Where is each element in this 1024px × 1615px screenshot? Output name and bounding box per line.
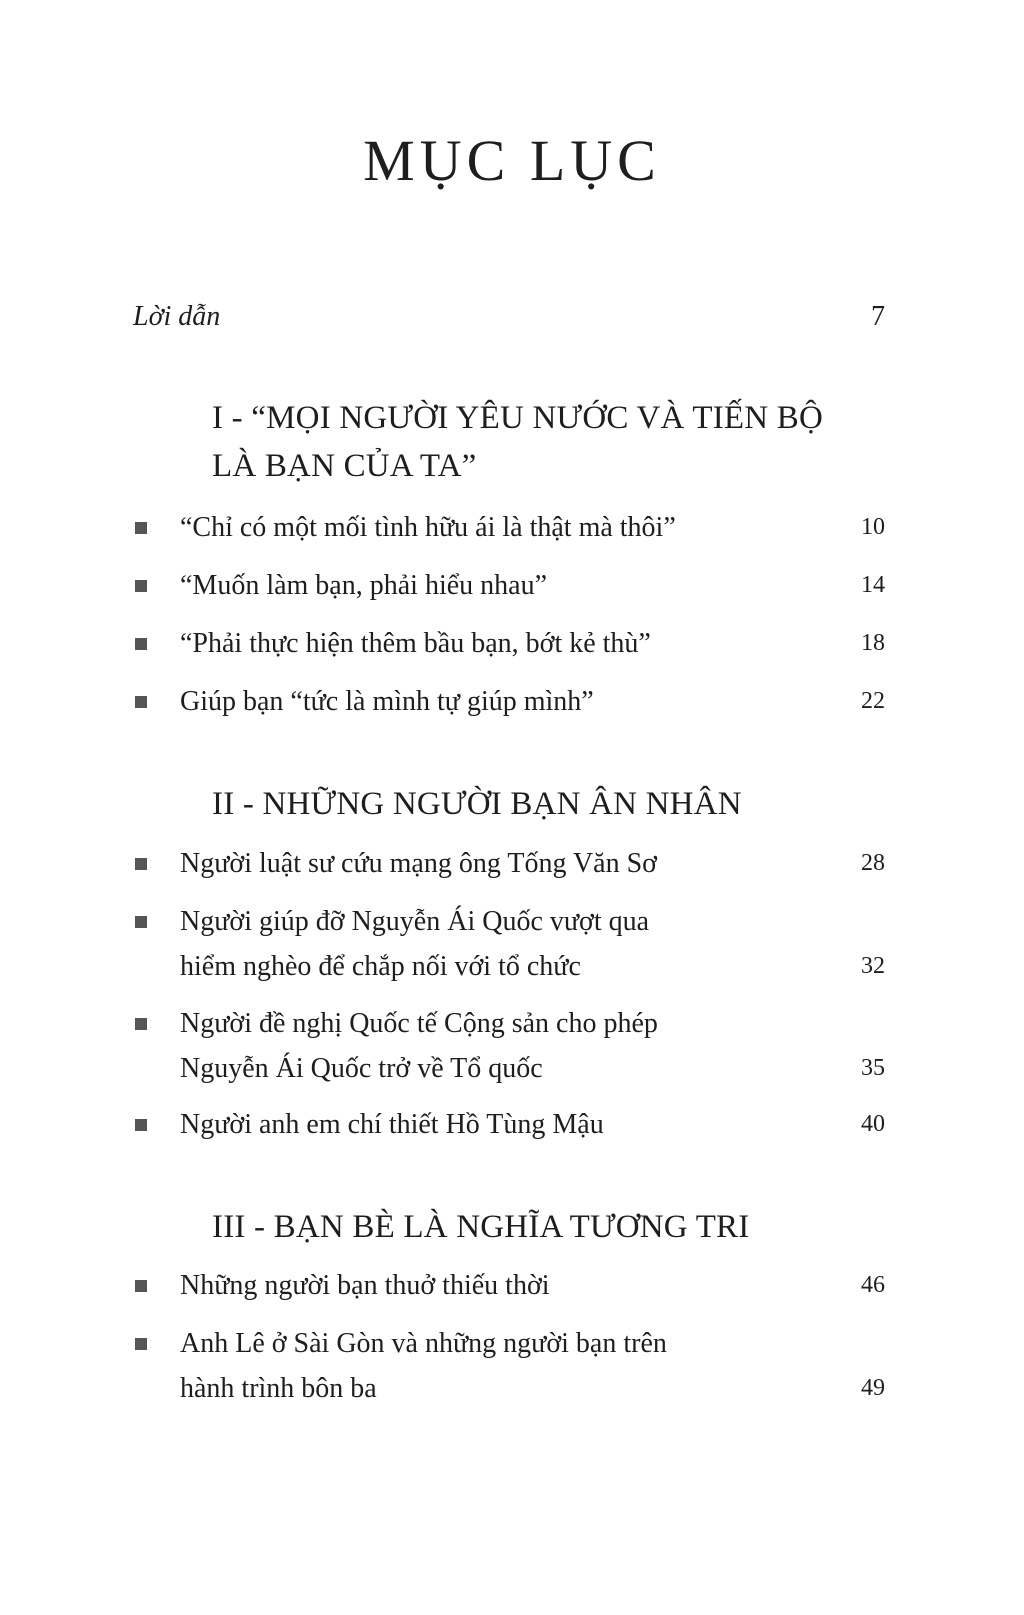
section-heading-line: III - BẠN BÈ LÀ NGHĨA TƯƠNG TRI <box>212 1209 750 1245</box>
page-number: 32 <box>861 953 885 979</box>
section-heading-line: I - “MỌI NGƯỜI YÊU NƯỚC VÀ TIẾN BỘ <box>212 400 823 436</box>
toc-entry-intro[interactable] <box>133 300 885 334</box>
toc-entry[interactable] <box>133 1321 885 1411</box>
toc-entry-line: Nguyễn Ái Quốc trở về Tổ quốc <box>180 1053 543 1084</box>
page-number: 40 <box>861 1111 885 1137</box>
toc-entry-title: “Chỉ có một mối tình hữu ái là thật mà thôi” <box>180 512 676 543</box>
section-heading-2 <box>212 780 832 828</box>
page-title: MỤC LỤC <box>363 128 661 193</box>
section-heading-1 <box>212 394 832 490</box>
toc-entry-line: hiểm nghèo để chắp nối với tổ chức <box>180 951 581 982</box>
page-number: 7 <box>871 301 885 332</box>
toc-entry[interactable] <box>133 563 885 608</box>
page-number: 28 <box>861 850 885 876</box>
toc-entry-line: Anh Lê ở Sài Gòn và những người bạn trên <box>180 1328 667 1359</box>
page-number: 35 <box>861 1055 885 1081</box>
toc-entry[interactable] <box>133 1102 885 1147</box>
square-bullet-icon <box>135 1119 147 1131</box>
section-heading-line: LÀ BẠN CỦA TA” <box>212 448 477 484</box>
toc-entry-title <box>180 899 800 989</box>
toc-entry-title <box>180 1321 800 1411</box>
toc-entry-line: Người giúp đỡ Nguyễn Ái Quốc vượt qua <box>180 906 650 937</box>
square-bullet-icon <box>135 1280 147 1292</box>
square-bullet-icon <box>135 858 147 870</box>
toc-entry[interactable] <box>133 621 885 666</box>
toc-entry-title: Giúp bạn “tức là mình tự giúp mình” <box>180 686 594 717</box>
square-bullet-icon <box>135 1018 147 1030</box>
toc-entry-title: “Phải thực hiện thêm bầu bạn, bớt kẻ thù” <box>180 628 651 659</box>
toc-entry-title: Người anh em chí thiết Hồ Tùng Mậu <box>180 1109 604 1140</box>
square-bullet-icon <box>135 522 147 534</box>
toc-entry-line: hành trình bôn ba <box>180 1373 377 1404</box>
page-number: 10 <box>861 514 885 540</box>
square-bullet-icon <box>135 1338 147 1350</box>
page-number: 22 <box>861 688 885 714</box>
page-number: 18 <box>861 630 885 656</box>
toc-entry-title: “Muốn làm bạn, phải hiểu nhau” <box>180 570 548 601</box>
toc-entry[interactable] <box>133 841 885 886</box>
toc-entry-title: Những người bạn thuở thiếu thời <box>180 1270 550 1301</box>
page-number: 46 <box>861 1272 885 1298</box>
square-bullet-icon <box>135 638 147 650</box>
toc-entry-title: Người luật sư cứu mạng ông Tống Văn Sơ <box>180 848 657 879</box>
toc-entry-title: Lời dẫn <box>133 301 221 332</box>
page-number: 49 <box>861 1375 885 1401</box>
toc-entry[interactable] <box>133 1263 885 1308</box>
square-bullet-icon <box>135 916 147 928</box>
square-bullet-icon <box>135 580 147 592</box>
page-number: 14 <box>861 572 885 598</box>
section-heading-line: II - NHỮNG NGƯỜI BẠN ÂN NHÂN <box>212 786 742 822</box>
toc-entry[interactable] <box>133 505 885 550</box>
toc-entry[interactable] <box>133 1001 885 1091</box>
toc-entry[interactable] <box>133 679 885 724</box>
section-heading-3 <box>212 1203 832 1251</box>
toc-entry[interactable] <box>133 899 885 989</box>
square-bullet-icon <box>135 696 147 708</box>
toc-entry-line: Người đề nghị Quốc tế Cộng sản cho phép <box>180 1008 658 1039</box>
toc-entry-title <box>180 1001 800 1091</box>
